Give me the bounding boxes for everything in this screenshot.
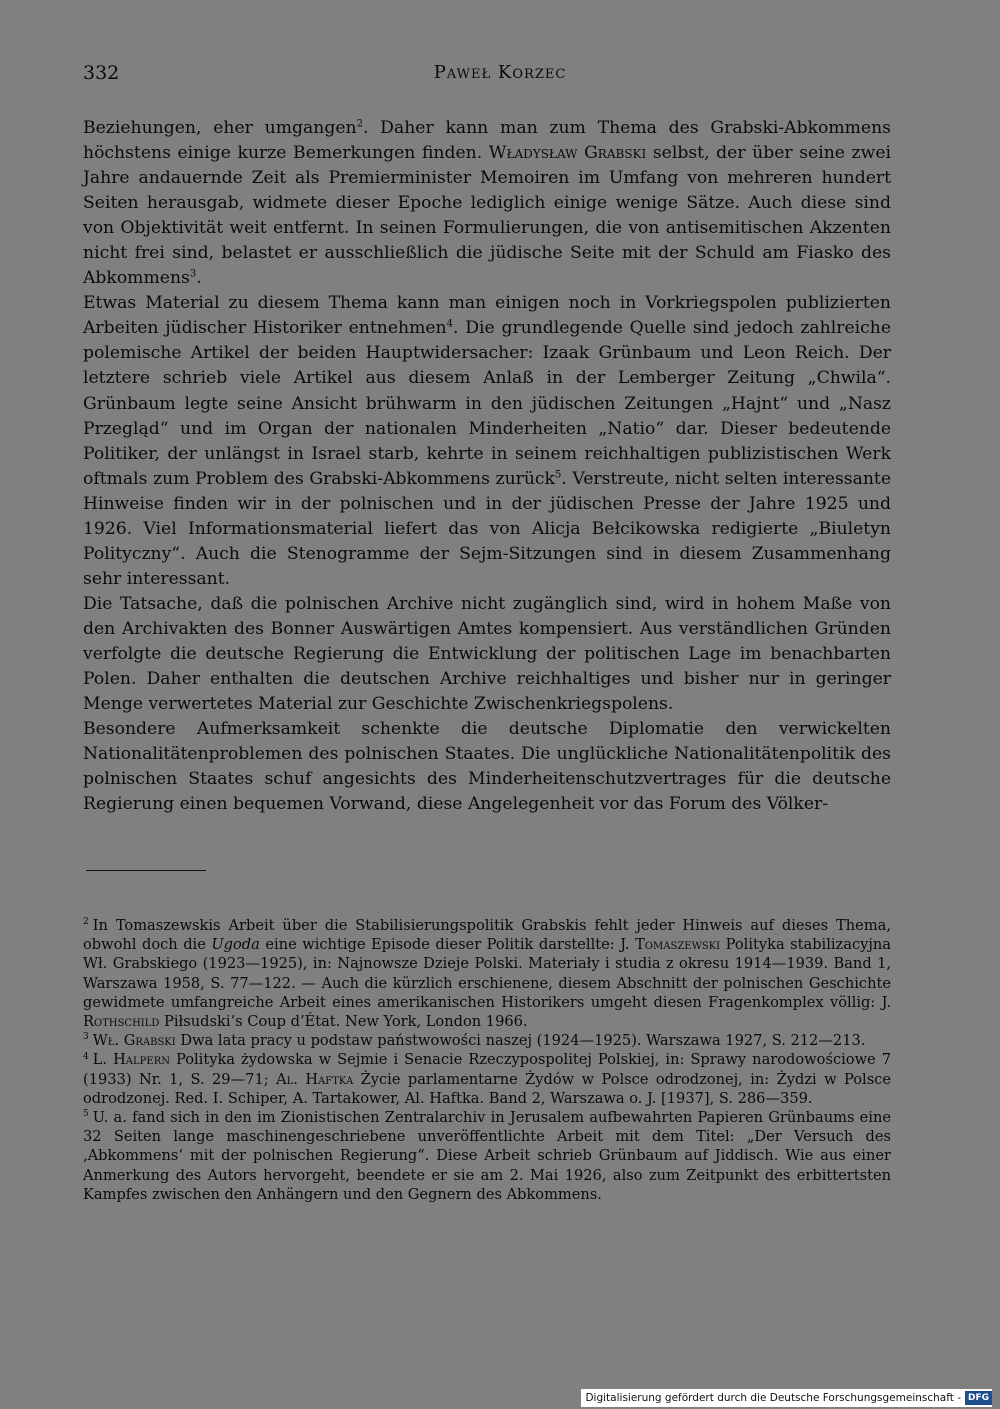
footnote-3	[83, 1031, 891, 1050]
text-run: Etwas Material zu diesem Thema kann man einigen noch in Vorkriegspolen publizierten Arbeiten jüdischer Historiker entnehmen	[83, 293, 891, 339]
footnote-ref-5[interactable]: 5	[554, 468, 562, 480]
text-run: .	[196, 268, 202, 289]
footnote-separator	[86, 870, 206, 871]
footnote-number: 2	[83, 917, 89, 928]
text-run: Życie parlamentarne Żydów w Polsce odrodzonej, in: Żydzi w Polsce odrodzonej. Red. I. Schiper, A. Tartakower, Al. Haftka. Band 2, Warszawa o. J. [1937], S. 286—359.	[83, 1070, 891, 1107]
text-run: selbst, der über seine zwei Jahre andauernde Zeit als Premierminister Memoiren im Umfang von mehreren hundert Seiten herausgab, widmete dieser Epoche lediglich einige wenige Sätze. Auch diese sind von Objektivität weit entfernt. In seinen Formulierungen, die von antisemitischen Akzenten nicht frei sind, belastet er ausschließlich die jüdische Seite mit der Schuld am Fiasko des Abkommens	[83, 143, 891, 289]
text-run: Polityka żydowska w Sejmie i Senacie Rzeczypospolitej Polskiej, in: Sprawy narodowościowe 7 (1933) Nr. 1, S. 29—71;	[83, 1051, 891, 1088]
running-head: Paweł Korzec	[433, 62, 567, 83]
text-run: Beziehungen, eher umgangen	[83, 118, 357, 138]
paragraph-1	[83, 116, 891, 291]
author-name: L. Halpern	[92, 1051, 170, 1069]
footnote-number: 4	[83, 1051, 89, 1062]
text-run: U. a. fand sich in den im Zionistischen Zentralarchiv in Jerusalem aufbewahrten Papieren Grünbaums eine 32 Seiten lange maschinengeschriebene unveröffentlichte Arbeit mit dem Titel: „Der Versuch des ‚Abkommens‘ mit der polnischen Regierung“. Diese Arbeit schrieb Grünbaum auf Jiddisch. Wie aus einer Anmerkung des Autors hervorgeht, beendete er sie am 2. Mai 1926, also zum Zeitpunkt des erbittertsten Kampfes zwischen den Anhängern und den Gegnern des Abkommens.	[83, 1109, 891, 1203]
paragraph-2	[83, 291, 891, 592]
text-run: . Verstreute, nicht selten interessante Hinweise finden wir in der polnischen und in der jüdischen Presse der Jahre 1925 und 1926. Viel Informationsmaterial liefert das von Alicja Bełcikowska redigierte „Biuletyn Polityczny“. Auch die Stenogramme der Sejm-Sitzungen sind in diesem Zusammenhang sehr interessant.	[83, 468, 891, 589]
author-name: Rothschild	[83, 1013, 160, 1031]
text-run: Piłsudski’s Coup d’État. New York, London 1966.	[159, 1013, 528, 1031]
body-text	[83, 116, 891, 817]
digitization-credit	[581, 1389, 992, 1407]
footnote-ref-2[interactable]: 2	[356, 118, 363, 130]
text-run: Polityka stabilizacyjna Wł. Grabskiego (1923—1925), in: Najnowsze Dzieje Polski. Materiały i studia z okresu 1914—1939. Band 1, Warszawa 1958, S. 77—122. — Auch die kürzlich erschienene, diesem Abschnitt der polnischen Geschichte gewidmete umfangreiche Arbeit eines amerikanischen Historikers umgeht diesen Fragenkomplex völlig: J.	[83, 936, 891, 1011]
text-run: eine wichtige Episode dieser Politik darstellte: J.	[259, 936, 636, 954]
footnote-5	[83, 1108, 891, 1204]
author-name: Al. Haftka	[276, 1070, 354, 1088]
footnote-ref-4[interactable]: 4	[446, 318, 453, 330]
author-name: Tomaszewski	[635, 936, 721, 954]
italic-term: Ugoda	[211, 936, 260, 954]
footnote-4	[83, 1050, 891, 1108]
paragraph-4: Besondere Aufmerksamkeit schenkte die deutsche Diplomatie den verwickelten Nationalitätenproblemen des polnischen Staates. Die unglückliche Nationalitätenpolitik des polnischen Staates schuf angesichts des Minderheitenschutzvertrages für die deutsche Regierung einen bequemen Vorwand, diese Angelegenheit vor das Forum des Völker-	[83, 719, 891, 815]
footnotes	[83, 916, 891, 1204]
footnote-2	[83, 916, 891, 1031]
text-run: Dwa lata pracy u podstaw państwowości naszej (1924—1925). Warszawa 1927, S. 212—213.	[175, 1032, 866, 1050]
author-name: Wł. Grabski	[92, 1032, 176, 1050]
dfg-logo-icon: DFG	[965, 1391, 992, 1405]
text-run: In Tomaszewskis Arbeit über die Stabilisierungspolitik Grabskis fehlt jeder Hinweis auf dieses Thema, obwohl doch die	[83, 917, 891, 954]
credit-text: Digitalisierung gefördert durch die Deutsche Forschungsgemeinschaft -	[585, 1392, 961, 1404]
text-run: . Daher kann man zum Thema des Grabski-Abkommens höchstens einige kurze Bemerkungen finden.	[83, 118, 891, 164]
footnote-number: 3	[83, 1032, 89, 1043]
paragraph-3: Die Tatsache, daß die polnischen Archive nicht zugänglich sind, wird in hohem Maße von den Archivakten des Bonner Auswärtigen Amtes kompensiert. Aus verständlichen Gründen verfolgte die deutsche Regierung die Entwicklung der politischen Lage im benachbarten Polen. Daher enthalten die deutschen Archive reichhaltiges und bisher nur in geringer Menge verwertetes Material zur Geschichte Zwischenkriegspolens.	[83, 593, 891, 715]
footnote-number: 5	[83, 1109, 89, 1120]
page-number: 332	[83, 62, 120, 84]
text-run: . Die grundlegende Quelle sind jedoch zahlreiche polemische Artikel der beiden Hauptwidersacher: Izaak Grünbaum und Leon Reich. Der letztere schrieb viele Artikel aus diesem Anlaß in der Lemberger Zeitung „Chwila“. Grünbaum legte seine Ansicht brühwarm in den jüdischen Zeitungen „Hajnt“ und „Nasz Przegląd“ und im Organ der nationalen Minderheiten „Natio“ dar. Dieser bedeutende Politiker, der unlängst in Israel starb, kehrte in seinem reichhaltigen publizistischen Werk oftmals zum Problem des Grabski-Abkommens zurück	[83, 318, 891, 489]
author-name: Władysław Grabski	[488, 143, 647, 164]
footnote-ref-3[interactable]: 3	[189, 268, 197, 280]
